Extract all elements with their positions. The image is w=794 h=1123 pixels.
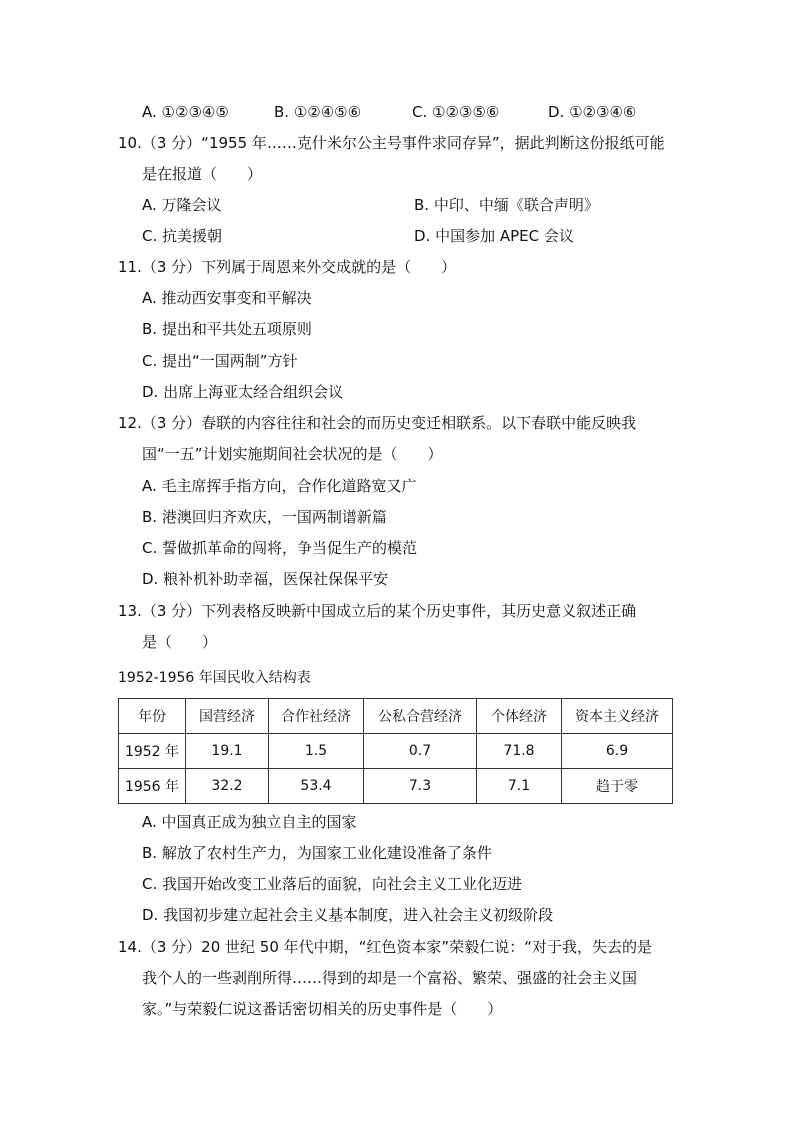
q14-stem-line3: 家。”与荣毅仁说这番话密切相关的历史事件是（ ） <box>142 1000 503 1018</box>
table-cell: 53.4 <box>269 769 364 804</box>
option-label: A. <box>142 477 157 495</box>
table-cell: 1.5 <box>269 734 364 769</box>
option-label: A. <box>142 196 157 214</box>
q9-option-b <box>274 102 361 122</box>
option-label: C. <box>142 875 158 893</box>
q13-option-c <box>142 874 522 894</box>
option-text: 粮补机补助幸福，医保社保保平安 <box>163 570 389 588</box>
table-header-cell: 合作社经济 <box>269 699 364 734</box>
option-label: B. <box>274 103 290 121</box>
q13-stem-line1: 13.（3 分）下列表格反映新中国成立后的某个历史事件，其历史意义叙述正确 <box>118 602 637 620</box>
option-label: B. <box>142 508 158 526</box>
table-header-cell: 国营经济 <box>186 699 269 734</box>
q11-option-c <box>142 351 298 371</box>
q11-option-d <box>142 382 343 402</box>
option-label: D. <box>414 227 431 245</box>
q12-stem-line2: 国“一五”计划实施期间社会状况的是（ ） <box>142 445 443 463</box>
table-cell: 7.1 <box>477 769 562 804</box>
q11-option-a <box>142 288 312 308</box>
q12-option-c <box>142 538 417 558</box>
q10-stem-line2: 是在报道（ ） <box>142 165 263 183</box>
option-text: ①②③④⑤ <box>161 103 229 121</box>
q9-option-d <box>548 102 636 122</box>
table-header-cell: 公私合营经济 <box>364 699 477 734</box>
option-text: 誓做抓革命的闯将，争当促生产的模范 <box>162 539 418 557</box>
option-text: ①②③⑤⑥ <box>432 103 500 121</box>
option-label: D. <box>142 570 159 588</box>
income-structure-table <box>118 698 673 804</box>
option-label: D. <box>142 383 159 401</box>
option-label: B. <box>142 844 158 862</box>
option-label: A. <box>142 813 157 831</box>
option-text: 我国开始改变工业落后的面貌，向社会主义工业化迈进 <box>162 875 523 893</box>
table-header-cell: 资本主义经济 <box>562 699 673 734</box>
q12-option-b <box>142 507 387 527</box>
option-text: 解放了农村生产力，为国家工业化建设准备了条件 <box>161 844 492 862</box>
option-text: ①②④⑤⑥ <box>293 103 362 121</box>
q10-option-a <box>142 195 222 215</box>
q9-option-c <box>412 102 499 122</box>
q12-option-a <box>142 476 417 496</box>
option-text: 提出“一国两制”方针 <box>162 352 298 370</box>
table-header-cell: 年份 <box>119 699 186 734</box>
option-text: 中印、中缅《联合声明》 <box>433 196 599 214</box>
q9-option-a <box>142 102 229 122</box>
option-text: 出席上海亚太经合组织会议 <box>163 383 344 401</box>
q10-option-b <box>414 195 599 215</box>
option-text: 毛主席挥手指方向，合作化道路宽又广 <box>161 477 417 495</box>
option-text: 中国真正成为独立自主的国家 <box>161 813 357 831</box>
option-label: D. <box>548 103 565 121</box>
q13-stem-line2: 是（ ） <box>142 633 218 651</box>
q13-option-d <box>142 905 553 925</box>
q12-stem-line1: 12.（3 分）春联的内容往往和社会的而历史变迁相联系。以下春联中能反映我 <box>118 414 637 432</box>
option-label: B. <box>414 196 430 214</box>
table-cell: 19.1 <box>186 734 269 769</box>
table-cell: 1952 年 <box>119 734 186 769</box>
table-row <box>119 769 673 804</box>
table-cell: 1956 年 <box>119 769 186 804</box>
q13-option-b <box>142 843 492 863</box>
q10-option-d <box>414 226 574 246</box>
table-cell: 0.7 <box>364 734 477 769</box>
table-cell: 趋于零 <box>562 769 673 804</box>
table-header-row <box>119 699 673 734</box>
option-text: 提出和平共处五项原则 <box>161 320 312 338</box>
table-cell: 6.9 <box>562 734 673 769</box>
q10-option-c <box>142 226 222 246</box>
q14-stem-line2: 我个人的一些剥削所得……得到的却是一个富裕、繁荣、强盛的社会主义国 <box>142 969 638 987</box>
option-text: 中国参加 APEC 会议 <box>435 227 574 245</box>
q13-option-a <box>142 812 357 832</box>
table-row <box>119 734 673 769</box>
option-label: A. <box>142 289 157 307</box>
table-header-cell: 个体经济 <box>477 699 562 734</box>
table-cell: 7.3 <box>364 769 477 804</box>
option-label: D. <box>142 906 159 924</box>
q11-stem-line1: 11.（3 分）下列属于周恩来外交成就的是（ ） <box>118 258 457 276</box>
option-label: A. <box>142 103 157 121</box>
option-text: 港澳回归齐欢庆，一国两制谱新篇 <box>161 508 387 526</box>
q12-option-d <box>142 569 388 589</box>
option-text: ①②③④⑥ <box>569 103 637 121</box>
table-cell: 71.8 <box>477 734 562 769</box>
option-text: 推动西安事变和平解决 <box>161 289 312 307</box>
option-text: 万隆会议 <box>161 196 222 214</box>
option-label: C. <box>142 539 158 557</box>
q11-option-b <box>142 319 312 339</box>
option-text: 抗美援朝 <box>162 227 223 245</box>
table-cell: 32.2 <box>186 769 269 804</box>
option-label: B. <box>142 320 158 338</box>
option-text: 我国初步建立起社会主义基本制度，进入社会主义初级阶段 <box>163 906 554 924</box>
option-label: C. <box>412 103 428 121</box>
table-caption: 1952-1956 年国民收入结构表 <box>118 670 311 686</box>
option-label: C. <box>142 352 158 370</box>
q14-stem-line1: 14.（3 分）20 世纪 50 年代中期，“红色资本家”荣毅仁说：“对于我，失去的是 <box>118 938 652 956</box>
q10-stem-line1: 10.（3 分）“1955 年……克什米尔公主号事件求同存异”，据此判断这份报纸可能 <box>118 134 665 152</box>
option-label: C. <box>142 227 158 245</box>
